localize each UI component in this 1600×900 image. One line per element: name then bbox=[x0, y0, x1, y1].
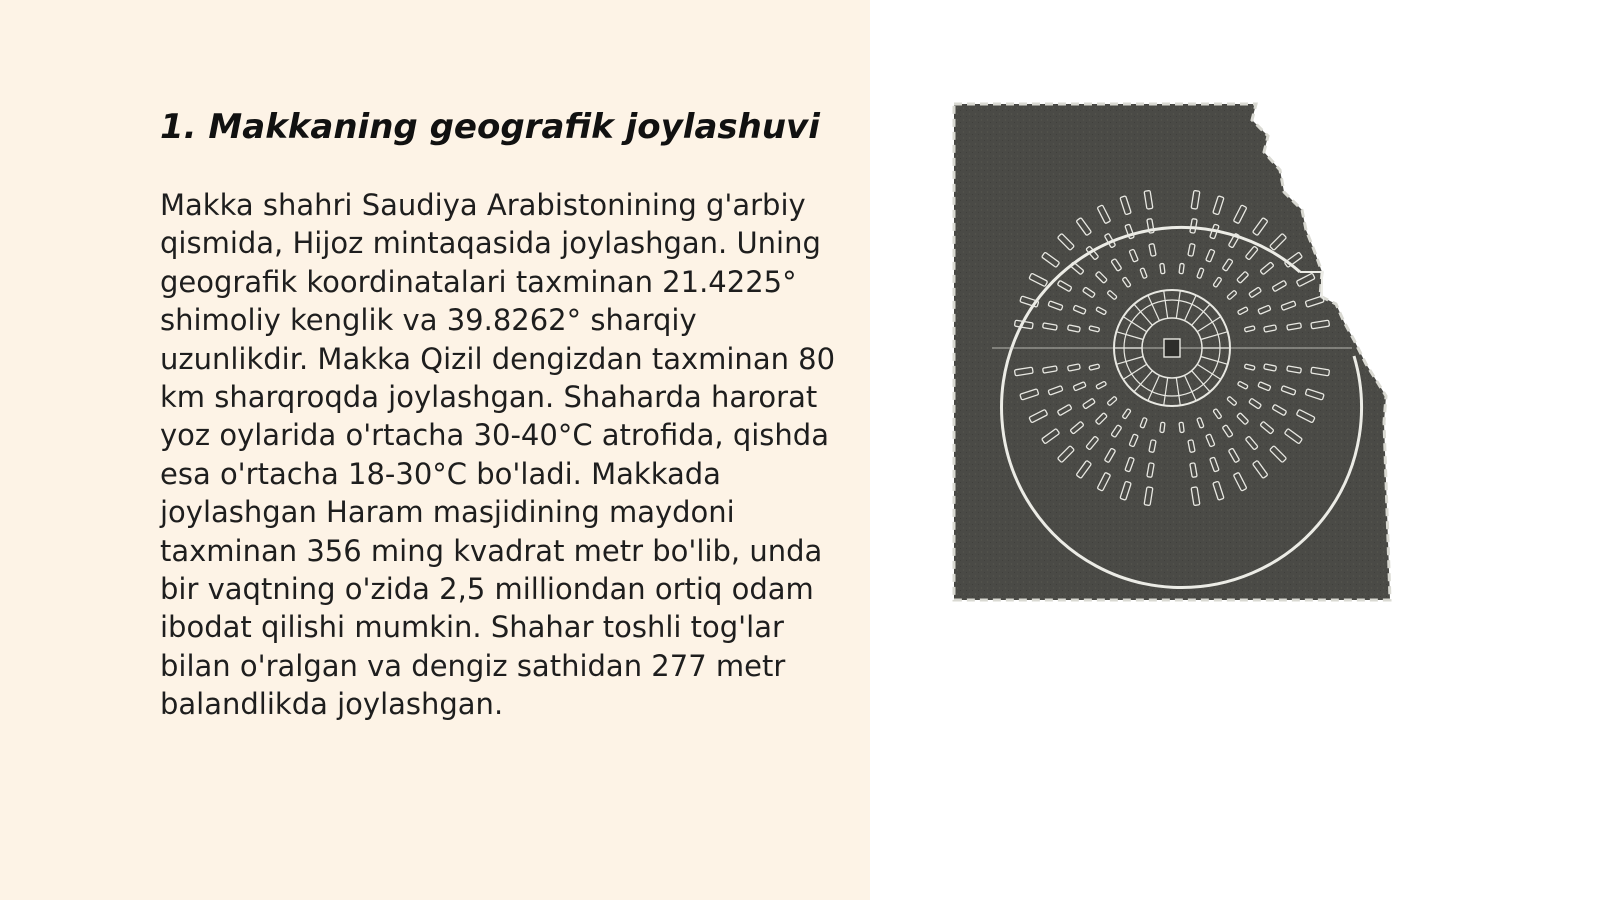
mosque-plan-illustration bbox=[950, 100, 1400, 605]
kaaba-mark bbox=[1164, 339, 1180, 357]
slide-title: 1. Makkaning geografik joylashuvi bbox=[160, 107, 820, 147]
circular-plan-icon bbox=[950, 100, 1400, 605]
slide-body-text: Makka shahri Saudiya Arabistonining g'arbiy qismida, Hijoz mintaqasida joylashgan. Uning geografik koordinatalari taxminan 21.4225° shimoliy kenglik va 39.8262° sharqiy uzunlikdir. Makka Qizil dengizdan taxminan 80 km sharqroqda joylashgan. Shaharda harorat yoz oylarida o'rtacha 30-40°C atrofida, qishda esa o'rtacha 18-30°C bo'ladi. Makkada joylashgan Haram masjidining maydoni taxminan 356 ming kvadrat metr bo'lib, unda bir vaqtning o'zida 2,5 milliondan ortiq odam ibodat qilishi mumkin. Shahar toshli tog'lar bilan o'ralgan va dengiz sathidan 277 metr balandlikda joylashgan. bbox=[160, 188, 836, 722]
